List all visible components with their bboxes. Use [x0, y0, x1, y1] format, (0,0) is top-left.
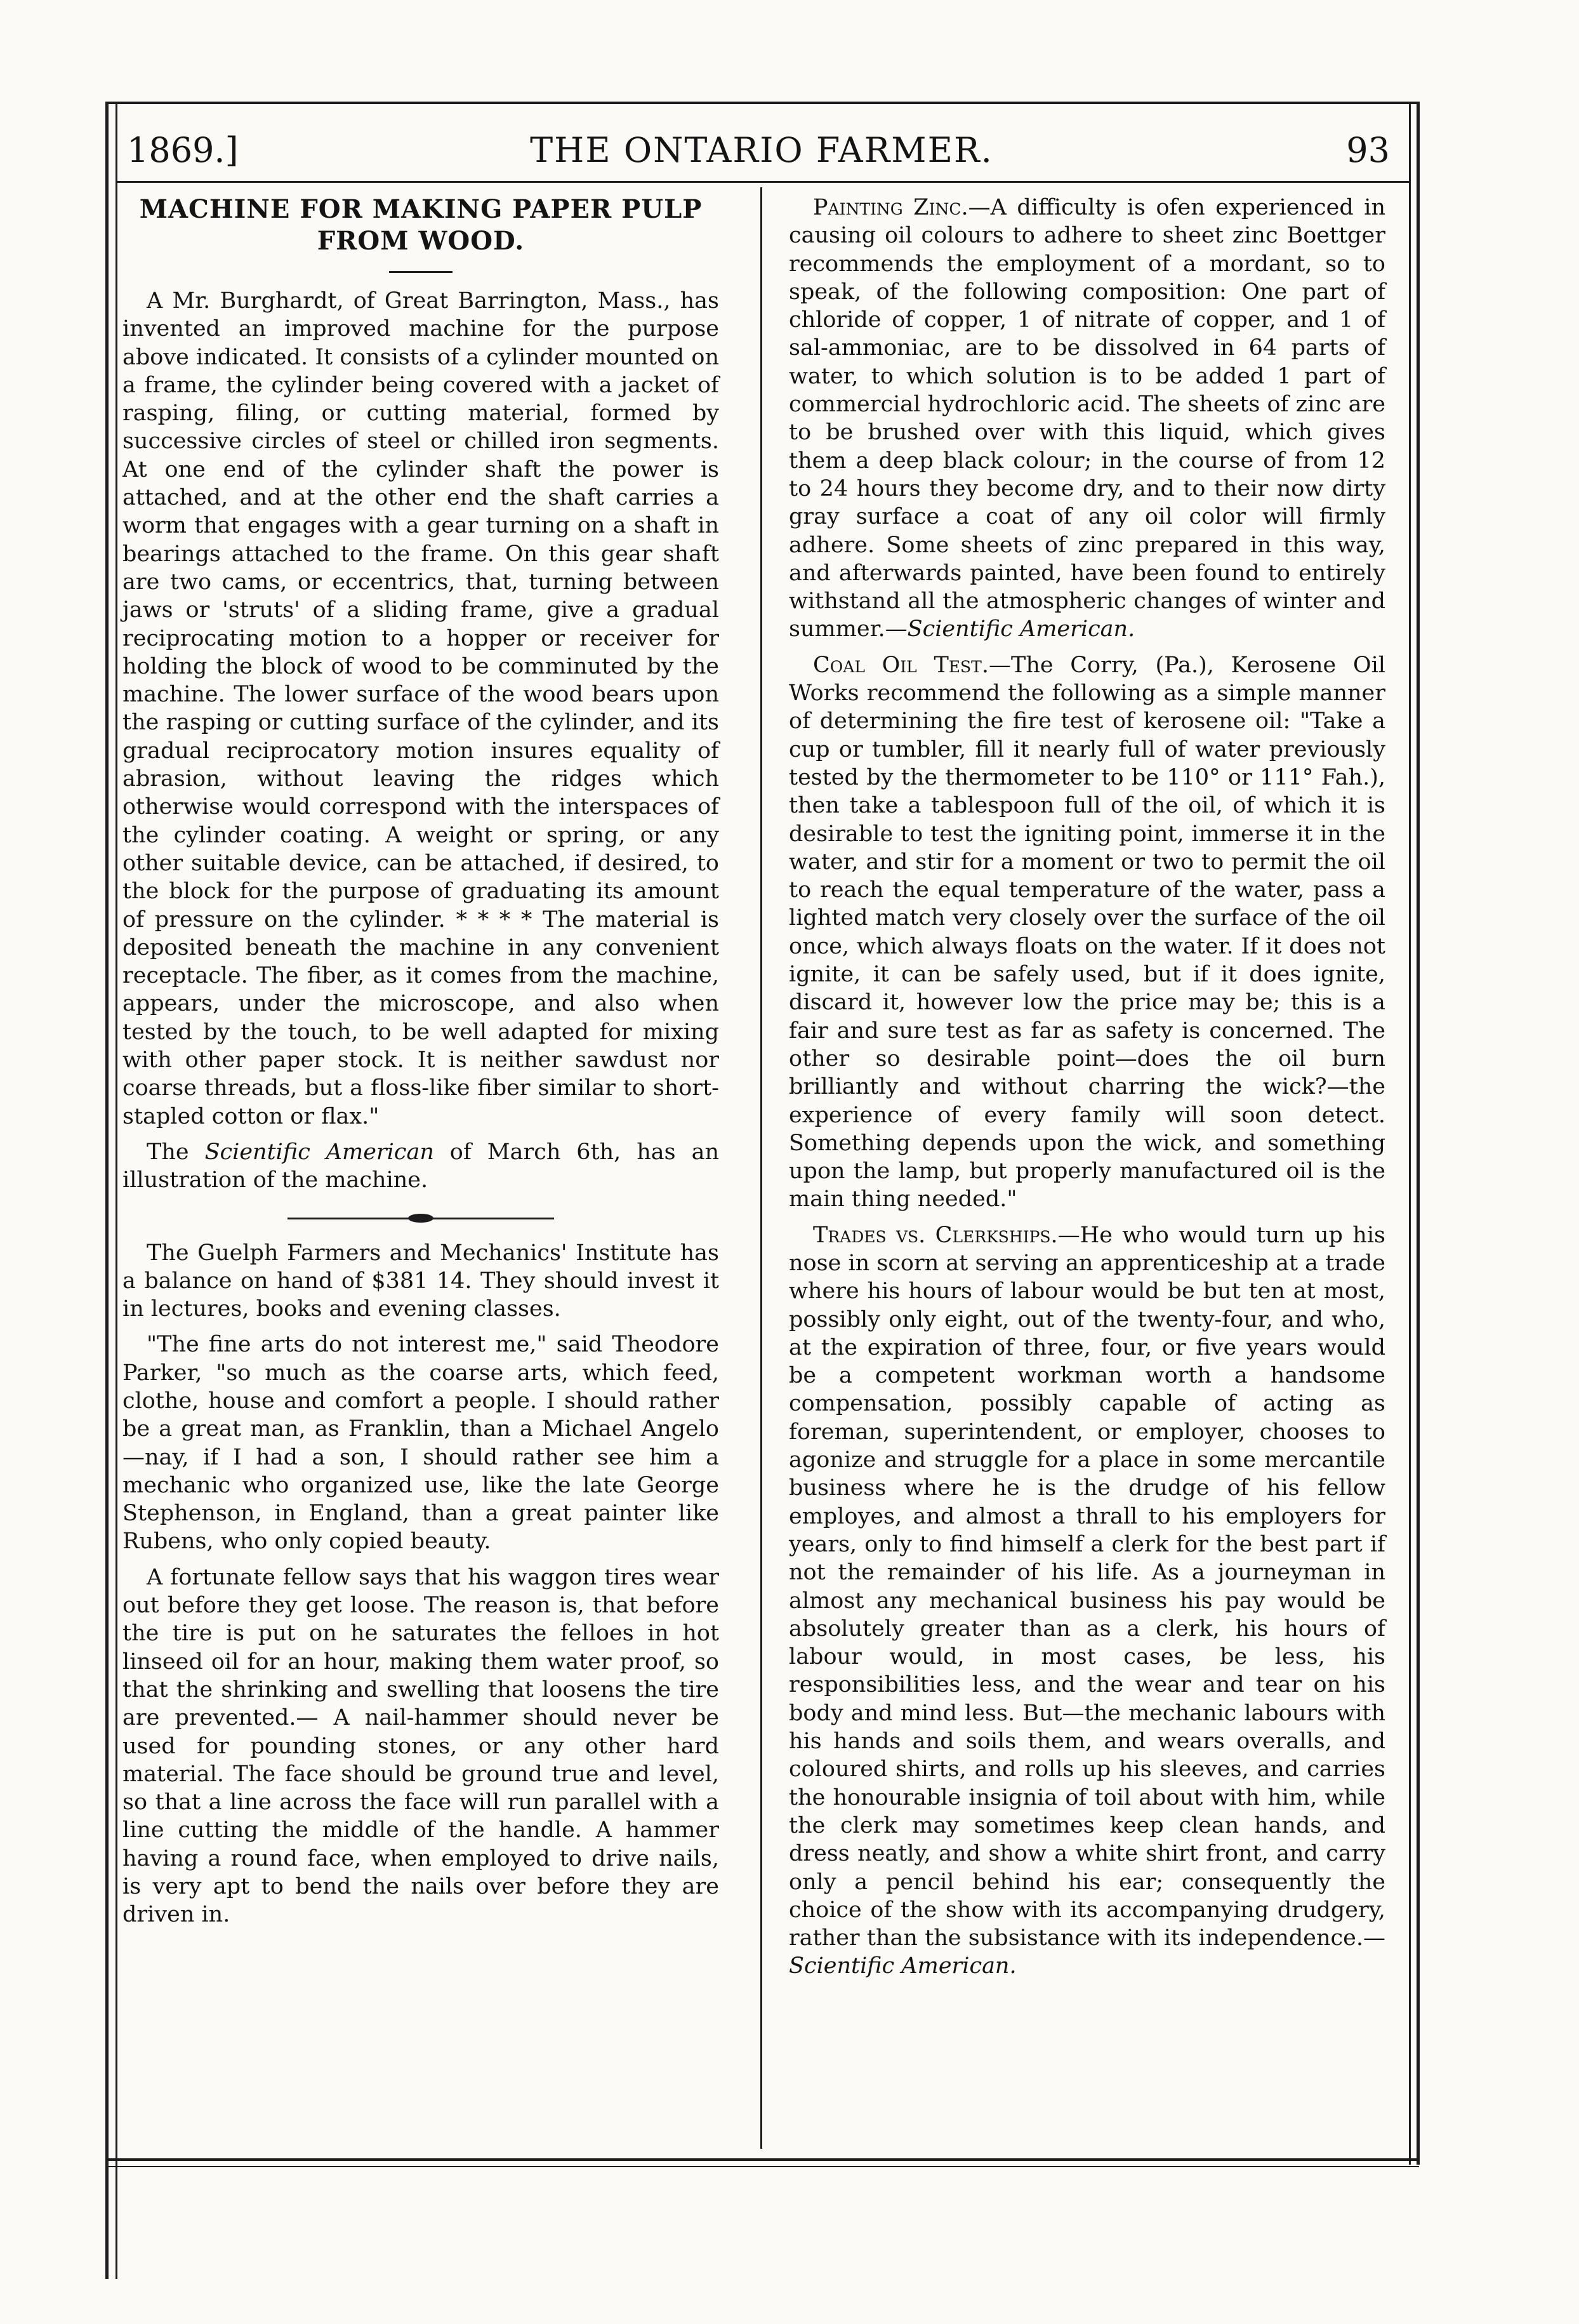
guelph-institute-paragraph: The Guelph Farmers and Mechanics' Institute has a balance on hand of $381 14. They should invest it in lectures, books and evening classes.	[122, 1240, 719, 1322]
outer-rule-right	[1417, 102, 1420, 2165]
outer-rule-left-inner	[116, 102, 117, 2279]
coal-oil-test-paragraph: Coal Oil Test.—The Corry, (Pa.), Kerosene Oil Works recommend the following as a simple manner of determining the fire test of kerosene oil: "Take a cup or tumbler, fill it nearly full of water previously tested by the thermometer to be 110° or 111° Fah.), then take a tablespoon full of the oil, of which it is desirable to test the igniting point, immerse it in the water, and stir for a moment or two to permit the oil to reach the equal temperature of the water, pass a lighted match very closely over the surface of the oil once, which always floats on the water. If it does not ignite, it can be safely used, but if it does ignite, discard it, however low the price may be; this is a fair and sure test as far as safety is concerned. The other so desirable point—does the oil burn brilliantly and without charring the wick?—the experience of every family will soon detect. Something depends upon the wick, and something upon the lamp, but properly manufactured oil is the main thing needed."	[789, 652, 1385, 1212]
magazine-name: Scientific American	[204, 1139, 434, 1165]
painting-zinc-heading: Painting Zinc.	[813, 195, 968, 220]
paper-pulp-paragraph: A Mr. Burghardt, of Great Barrington, Mass., has invented an improved machine for the purpose above indicated. It consists of a cylinder mounted on a frame, the cylinder being covered with a jacket of rasping, filing, or cutting material, formed by successive circles of steel or chilled iron segments. At one end of the cylinder shaft the power is attached, and at the other end the shaft carries a worm that engages with a gear turning on a shaft in bearings attached to the frame. On this gear shaft are two cams, or eccentrics, that, turning between jaws or 'struts' of a sliding frame, give a gradual reciprocating motion to a hopper or receiver for holding the block of wood to be comminuted by the machine. The lower surface of the wood bears upon the rasping or cutting surface of the cylinder, and its gradual reciprocatory motion insures equality of abrasion, without leaving the ridges which otherwise would correspond with the interspaces of the cylinder coating. A weight or spring, or any other suitable device, can be attached, if desired, to the block for the purpose of graduating its amount of pressure on the cylinder. * * * * The material is deposited beneath the machine in any convenient receptacle. The fiber, as it comes from the machine, appears, under the microscope, and also when tested by the touch, to be well adapted for mixing with other paper stock. It is neither sawdust nor coarse threads, but a floss-like fiber similar to short-stapled cotton or flax."	[122, 288, 719, 1129]
trades-clerkships-heading: Trades vs. Clerkships.	[813, 1222, 1058, 1248]
trades-clerkships-source: Scientific American.	[789, 1953, 1017, 1979]
ornamental-divider	[287, 1212, 554, 1224]
left-column	[122, 194, 719, 1937]
coal-oil-test-heading: Coal Oil Test.	[813, 652, 989, 678]
header-year: 1869.]	[127, 130, 239, 170]
outer-rule-left	[105, 102, 109, 2279]
trades-clerkships-paragraph: Trades vs. Clerkships.—He who would turn up his nose in scorn at serving an apprenticeship at a trade where his hours of labour would be but ten at most, possibly only eight, out of the twenty-four, and who, at the expiration of three, four, or five years would be a competent workman worth a handsome compensation, possibly capable of acting as foreman, superintendent, or employer, chooses to agonize and struggle for a place in some mercantile business where he is the drudge of his fellow employes, and almost a thrall to his employers for years, only to find himself a clerk for the best part if not the remainder of his life. As a journeyman in almost any mechanical business his pay would be absolutely greater than as a clerk, his hours of labour would, in most cases, be less, his responsibilities less, and the wear and tear on his body and mind less. But—the mechanic labours with his hands and soils them, and wears overalls, and coloured shirts, and rolls up his sleeves, and carries the honourable insignia of toil about with him, while the clerk may sometimes keep clean hands, and dress neatly, and show a white shirt front, and carry only a pencil behind his ear; consequently the choice of the show with its accompanying drudgery, rather than the subsistance with its independence.—Scientific American.	[789, 1222, 1385, 1979]
waggon-tires-paragraph: A fortunate fellow says that his waggon tires wear out before they get loose. The reason is, that before the tire is put on he saturates the felloes in hot linseed oil for an hour, making them water proof, so that the shrinking and swelling that loosens the tire are prevented.— A nail-hammer should never be used for pounding stones, or any other hard material. The face should be ground true and level, so that a line across the face will run parallel with a line cutting the middle of the handle. A hammer having a round face, when employed to drive nails, is very apt to bend the nails over before they are driven in.	[122, 1564, 719, 1928]
painting-zinc-paragraph: Painting Zinc.—A difficulty is ofen experienced in causing oil colours to adhere to sheet zinc Boettger recommends the employment of a mordant, so to speak, of the following composition: One part of chloride of copper, 1 of nitrate of copper, and 1 of sal-ammoniac, are to be dissolved in 64 parts of water, to which solution is to be added 1 part of commercial hydrochloric acid. The sheets of zinc are to be brushed over with this liquid, which gives them a deep black colour; in the course of from 12 to 24 hours they become dry, and to their now dirty gray surface a coat of any oil color will firmly adhere. Some sheets of zinc prepared in this way, and afterwards painted, have been found to entirely withstand all the atmospheric changes of winter and summer.—Scientific American.	[789, 195, 1385, 642]
fine-arts-quote-paragraph: "The fine arts do not interest me," said Theodore Parker, "so much as the coarse arts, which feed, clothe, house and comfort a people. I should rather be a great man, as Franklin, than a Michael Angelo—nay, if I had a son, I should rather see him a mechanic who organized use, like the late George Stephenson, in England, than a great painter like Rubens, who only copied beauty.	[122, 1332, 719, 1555]
illustration-note: The Scientific American of March 6th, has an illustration of the machine.	[122, 1139, 719, 1193]
article-title-paper-pulp: MACHINE FOR MAKING PAPER PULP FROM WOOD.	[139, 194, 703, 256]
right-column	[789, 194, 1385, 1988]
painting-zinc-source: Scientific American.	[907, 616, 1135, 642]
header-title: THE ONTARIO FARMER.	[530, 130, 993, 170]
bottom-rule	[105, 2158, 1419, 2161]
header-page-number: 93	[1346, 130, 1390, 170]
running-header	[121, 124, 1403, 181]
top-rule	[105, 102, 1419, 104]
title-divider	[389, 271, 453, 273]
header-underline	[116, 181, 1410, 183]
bottom-rule-inner	[105, 2166, 1419, 2167]
outer-rule-right-inner	[1409, 102, 1411, 2165]
column-divider	[760, 187, 762, 2149]
